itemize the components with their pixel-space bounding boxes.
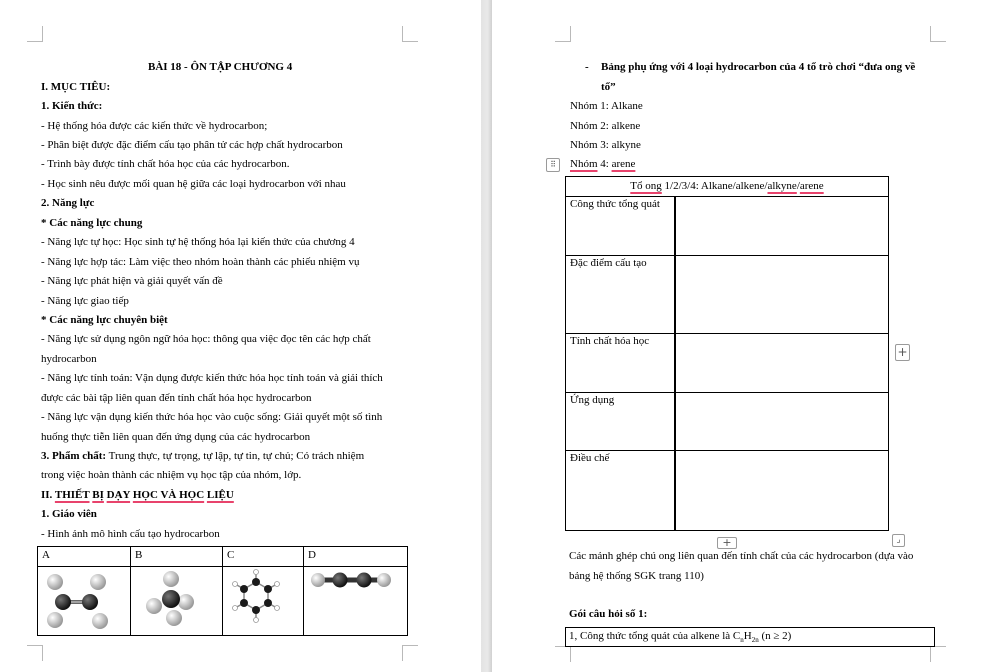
cell-label: B: [135, 549, 143, 561]
page-separator: [481, 0, 492, 672]
general-competence-item: - Năng lực hợp tác: Làm việc theo nhóm hoàn thành các phiếu nhiệm vụ: [41, 256, 360, 268]
quality-text: Trung thực, tự trọng, tự lập, tự tin, tự chủ; Có trách nhiệm: [106, 450, 365, 462]
group-prefix: Nhóm 3:: [570, 139, 612, 151]
document-page-left: [0, 0, 481, 672]
specific-competence-line: được các bài tập liên quan đến tính chất hóa học hydrocarbon: [41, 392, 312, 404]
benzene-model-icon: [223, 568, 303, 635]
section-heading-objectives: I. MỤC TIÊU:: [41, 81, 111, 93]
specific-competence-line: - Năng lực vận dụng kiến thức hóa học vào cuộc sống: Giải quyết một số tình: [41, 411, 383, 423]
table-row[interactable]: [566, 197, 888, 256]
spellcheck-word[interactable]: arene: [799, 180, 824, 192]
add-column-icon[interactable]: +: [895, 344, 910, 361]
subheading-specific-competence: * Các năng lực chuyên biệt: [41, 314, 168, 326]
acetylene-model-icon: [304, 568, 408, 635]
paragraph-bee-pieces: Các mảnh ghép chú ong liên quan đến tính chất của các hydrocarbon (dựa vào: [569, 550, 914, 562]
spellcheck-word[interactable]: BỊ: [92, 489, 104, 501]
knowledge-item: - Trình bày được tính chất hóa học của các hydrocarbon.: [41, 158, 290, 170]
margin-corner-marker: [402, 645, 418, 661]
molecule-cell-b[interactable]: [131, 547, 223, 635]
molecule-cell-d[interactable]: [304, 547, 408, 635]
bullet-dash: -: [585, 61, 589, 73]
table-row[interactable]: [566, 393, 888, 451]
group-number: 4:: [597, 158, 612, 170]
group-item-1: [570, 99, 643, 113]
spellcheck-word[interactable]: alkyne: [767, 180, 797, 192]
question-pack-heading: Gói câu hỏi số 1:: [569, 608, 648, 620]
add-row-icon[interactable]: +: [717, 537, 737, 549]
specific-competence-line: - Năng lực tính toán: Vận dụng được kiến thức hóa học tính toán và giải thích: [41, 372, 383, 384]
row-label: Đặc điểm cấu tạo: [570, 257, 647, 269]
spellcheck-word[interactable]: Tổ ong: [630, 180, 662, 192]
group-item-3: [570, 138, 641, 152]
spellcheck-word[interactable]: Nhóm: [570, 158, 598, 170]
quality-paragraph: [41, 449, 364, 463]
question-text: H: [743, 630, 752, 642]
quality-text-cont: trong việc hoàn thành các nhiệm vụ học tập của nhóm, lớp.: [41, 469, 302, 481]
subheading-knowledge: 1. Kiến thức:: [41, 100, 103, 112]
molecule-model-table[interactable]: [37, 546, 408, 636]
title-text: 1/2/3/4: Alkane/alkene/: [661, 180, 768, 192]
specific-competence-line: huống thực tiễn liên quan đến ứng dụng của các hydrocarbon: [41, 431, 311, 443]
margin-corner-marker: [27, 26, 43, 42]
methane-model-icon: [131, 568, 222, 635]
spellcheck-word[interactable]: HỌC VÀ HỌC: [132, 489, 205, 501]
subheading-general-competence: * Các năng lực chung: [41, 217, 143, 229]
table-move-handle-icon[interactable]: ⠿: [546, 158, 560, 172]
group-name: alkene: [611, 120, 641, 132]
subheading-competence: 2. Năng lực: [41, 197, 95, 209]
knowledge-item: - Phân biệt được đặc điểm cấu tạo phân tử các hợp chất hydrocarbon: [41, 139, 343, 151]
question-text: (n ≥ 2): [758, 630, 792, 642]
question-box-1[interactable]: [565, 627, 935, 647]
molecule-cell-c[interactable]: [223, 547, 304, 635]
question-text: 1, Công thức tổng quát của alkene là C: [569, 630, 741, 642]
group-prefix: Nhóm 2:: [570, 120, 612, 132]
spellcheck-word[interactable]: arene: [611, 158, 636, 170]
specific-competence-line: - Năng lực sử dụng ngôn ngữ hóa học: thông qua việc đọc tên các hợp chất: [41, 333, 371, 345]
cell-label: A: [42, 549, 50, 561]
title-text: /: [796, 180, 800, 192]
column-divider: [674, 197, 676, 530]
ethylene-model-icon: [38, 568, 130, 635]
general-competence-item: - Năng lực tự học: Học sinh tự hệ thống hóa lại kiến thức của chương 4: [41, 236, 355, 248]
general-competence-item: - Năng lực phát hiện và giải quyết vấn đề: [41, 275, 223, 287]
margin-corner-marker: [555, 646, 571, 662]
subscript: 2n: [751, 636, 759, 645]
spellcheck-word[interactable]: THIẾT: [54, 489, 90, 501]
table-title-row: [566, 177, 888, 197]
subheading-teacher: 1. Giáo viên: [41, 508, 97, 520]
table-row[interactable]: [566, 334, 888, 393]
beehive-summary-table[interactable]: [565, 176, 889, 531]
subscript: n: [740, 636, 744, 645]
document-title: BÀI 18 - ÔN TẬP CHƯƠNG 4: [148, 61, 293, 73]
quality-label: 3. Phẩm chất:: [41, 450, 107, 462]
row-label: Tính chất hóa học: [570, 335, 650, 347]
section-heading-equipment: [41, 488, 234, 502]
margin-corner-marker: [27, 645, 43, 661]
table-row[interactable]: [566, 256, 888, 334]
margin-corner-marker: [402, 26, 418, 42]
teacher-line: - Hình ảnh mô hình cấu tạo hydrocarbon: [41, 528, 220, 540]
section-prefix: II.: [41, 489, 55, 501]
cell-label: C: [227, 549, 235, 561]
general-competence-item: - Năng lực giao tiếp: [41, 295, 129, 307]
table-resize-handle-icon[interactable]: ⌟: [892, 534, 905, 547]
row-label: Ứng dụng: [570, 394, 615, 406]
margin-corner-marker: [930, 26, 946, 42]
paragraph-bee-pieces-cont: bảng hệ thống SGK trang 110): [569, 570, 704, 582]
group-item-4: [570, 157, 635, 171]
group-name: Alkane: [610, 100, 643, 112]
spellcheck-word[interactable]: LIỆU: [206, 489, 234, 501]
spellcheck-word[interactable]: DẠY: [106, 489, 131, 501]
margin-corner-marker: [930, 646, 946, 662]
group-name: alkyne: [611, 139, 641, 151]
cell-label: D: [308, 549, 316, 561]
knowledge-item: - Học sinh nêu được mối quan hệ giữa các loại hydrocarbon với nhau: [41, 178, 346, 190]
group-item-2: [570, 119, 640, 133]
group-prefix: Nhóm 1:: [570, 100, 611, 112]
bullet-text: Bảng phụ ứng với 4 loại hydrocarbon của 4 tổ trò chơi “đưa ong về: [601, 61, 916, 73]
table-row[interactable]: [566, 451, 888, 530]
specific-competence-line: hydrocarbon: [41, 353, 97, 365]
molecule-cell-a[interactable]: [38, 547, 131, 635]
bullet-text-cont: tổ”: [601, 81, 616, 93]
row-label: Điều chế: [570, 452, 610, 464]
knowledge-item: - Hệ thống hóa được các kiến thức về hydrocarbon;: [41, 120, 268, 132]
row-label: Công thức tổng quát: [570, 198, 660, 210]
margin-corner-marker: [555, 26, 571, 42]
